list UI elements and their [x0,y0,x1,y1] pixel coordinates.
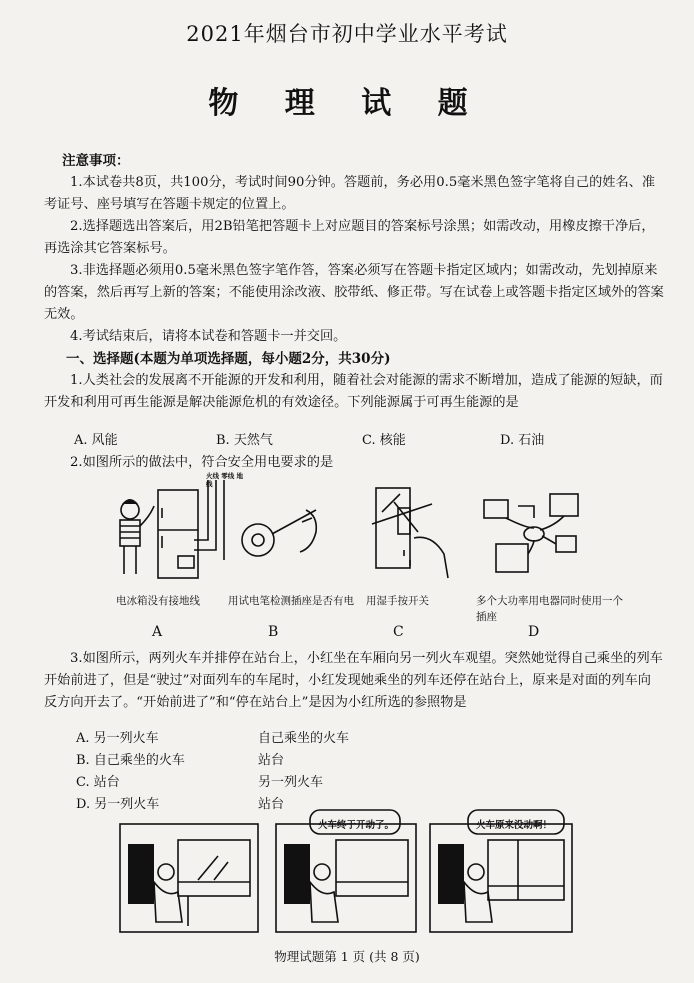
caption-b: 用试电笔检测插座是否有电 [228,595,354,607]
caption-c: 用湿手按开关 [366,595,429,607]
overloaded-socket-illustration [476,484,586,584]
fridge-illustration [106,470,236,590]
q1-option-d: D. 石油 [500,433,545,448]
exam-title: 2021年烟台市初中学业水平考试 [186,22,508,46]
q3-option-a-value: 自己乘坐的火车 [258,731,350,746]
letter-b: B [268,624,279,640]
notice-heading: 注意事项： [62,153,130,169]
q3-option-d: D. 另一列火车 [76,797,160,812]
section-heading: 一、选择题(本题为单项选择题，每小题2分，共30分) [66,351,391,367]
letter-c: C [393,624,404,640]
notice-item-3: 3.非选择题必须用0.5毫米黑色签字笔作答，答案必须写在答题卡指定区域内；如需改动，先划掉原来的答案，然后再写上新的答案；不能使用涂改液、胶带纸、修正带。写在试卷上或答题卡指定区域外的答案无效。 [44,263,664,322]
q3-option-d-value: 站台 [258,797,285,812]
wire-label-live: 火线 [206,472,219,480]
letter-a: A [152,624,163,640]
notice-item-2: 2.选择题选出答案后，用2B铅笔把答题卡上对应题目的答案标号涂黑；如需改动，用橡皮擦干净后，再选涂其它答案标号。 [44,219,655,256]
notice-item-1: 1.本试卷共8页，共100分，考试时间90分钟。答题前，务必用0.5毫米黑色签字笔将自己的姓名、准考证号、座号填写在答题卡规定的位置上。 [44,175,656,212]
caption-d: 多个大功率用电器同时使用一个插座 [476,595,623,623]
bubble-text-2: 火车原来没动啊！ [476,820,553,831]
caption-a: 电冰箱没有接地线 [116,595,200,607]
notice-item-4: 4.考试结束后，请将本试卷和答题卡一并交回。 [70,329,347,344]
test-pen-illustration [236,492,336,572]
subject-title: 物 理 试 题 [208,86,486,121]
q2-stem: 2.如图所示的做法中，符合安全用电要求的是 [70,455,334,470]
train-panel-1 [118,822,260,934]
wet-hand-switch-illustration [364,484,454,584]
letter-d: D [528,624,540,640]
q3-option-b: B. 自己乘坐的火车 [76,753,185,768]
q1-option-c: C. 核能 [362,433,406,448]
q3-option-a: A. 另一列火车 [76,731,159,746]
q3-option-c-value: 另一列火车 [258,775,324,790]
q3-stem: 3.如图所示，两列火车并排停在站台上，小红坐在车厢向另一列火车观望。突然她觉得自己乘坐的列车开始前进了，但是“驶过”对面列车的车尾时，小红发现她乘坐的列车还停在站台上，原来是对面的列车向反方向开去了。“开始前进了”和“停在站台上”是因为小红所选的参照物是 [44,651,663,710]
q1-option-b: B. 天然气 [216,433,273,448]
q1-option-a: A. 风能 [74,433,118,448]
page-footer: 物理试题第 1 页 (共 8 页) [274,949,420,964]
q3-option-b-value: 站台 [258,753,285,768]
bubble-text-1: 火车终于开动了。 [318,820,395,831]
q1-stem: 1.人类社会的发展离不开能源的开发和利用，随着社会对能源的需求不断增加，造成了能源的短缺，而开发和利用可再生能源是解决能源危机的有效途径。下列能源属于可再生能源的是 [44,373,663,410]
q3-option-c: C. 站台 [76,775,120,790]
wire-label-neutral: 零线 [221,472,235,480]
wire-label-ground: 地线 [206,472,244,488]
